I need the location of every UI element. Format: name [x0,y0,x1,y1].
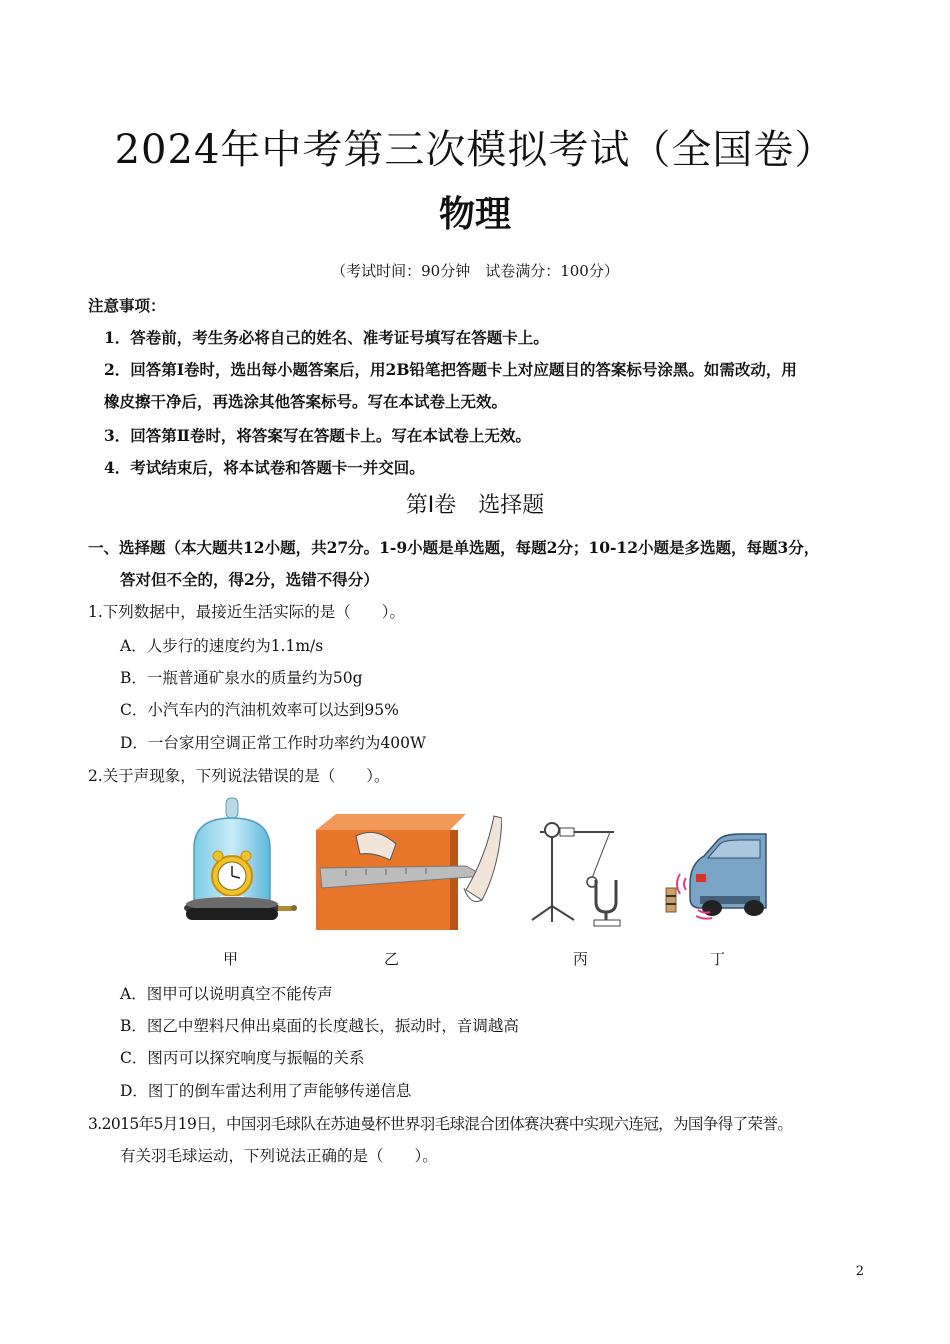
question-1-option-b: B．一瓶普通矿泉水的质量约为50g [120,669,363,687]
question-2-stem: 2.关于声现象，下列说法错误的是（ ）。 [88,767,390,785]
figure-label-bing: 丙 [573,950,589,968]
figure-label-jia: 甲 [223,950,239,968]
notice-item: 1．答卷前，考生务必将自己的姓名、准考证号填写在答题卡上。 [104,328,549,347]
notice-item: 2．回答第Ⅰ卷时，选出每小题答案后，用2B铅笔把答题卡上对应题目的答案标号涂黑。如需改动，用 [104,360,797,379]
exam-title: 2024年中考第三次模拟考试（全国卷） [114,127,836,173]
notice-heading: 注意事项： [88,296,166,315]
section-title: 第Ⅰ卷 选择题 [405,493,545,518]
part-instructions: 一、选择题（本大题共12小题，共27分。1-9小题是单选题，每题2分；10-12小题是多选题，每题3分， [88,538,820,557]
subject-title: 物理 [438,194,511,235]
question-1-option-a: A．人步行的速度约为1.1m/s [120,637,324,655]
question-1-stem: 1.下列数据中，最接近生活实际的是（ ）。 [88,603,406,621]
question-1-option-c: C．小汽车内的汽油机效率可以达到95% [120,701,399,719]
ruler-on-table-illustration [316,796,502,932]
question-2-option-d: D．图丁的倒车雷达利用了声能够传递信息 [120,1082,412,1100]
question-2-option-b: B．图乙中塑料尺伸出桌面的长度越长，振动时，音调越高 [120,1017,519,1035]
part-instructions-cont: 答对但不全的，得2分，选错不得分） [120,570,379,589]
exam-info: （考试时间：90分钟 试卷满分：100分） [331,262,619,280]
notice-item: 4．考试结束后，将本试卷和答题卡一并交回。 [104,458,425,477]
question-2-option-c: C．图丙可以探究响度与振幅的关系 [120,1049,365,1067]
question-3-stem-cont: 有关羽毛球运动，下列说法正确的是（ ）。 [120,1147,438,1165]
notice-item: 3．回答第Ⅱ卷时，将答案写在答题卡上。写在本试卷上无效。 [104,426,531,445]
question-3-stem: 3.2015年5月19日，中国羽毛球队在苏迪曼杯世界羽毛球混合团体赛决赛中实现六连冠，为国争得了荣誉。 [88,1115,793,1133]
figure-label-ding: 丁 [710,950,726,968]
tuning-fork-illustration [522,796,640,932]
bell-jar-illustration [180,796,300,942]
notice-item: 橡皮擦干净后，再选涂其他答案标号。写在本试卷上无效。 [104,392,508,411]
question-2-option-a: A．图甲可以说明真空不能传声 [120,985,333,1003]
reversing-radar-car-illustration [660,796,770,926]
page-number: 2 [855,1264,864,1279]
figure-label-yi: 乙 [384,950,400,968]
question-1-option-d: D．一台家用空调正常工作时功率约为400W [120,734,426,752]
